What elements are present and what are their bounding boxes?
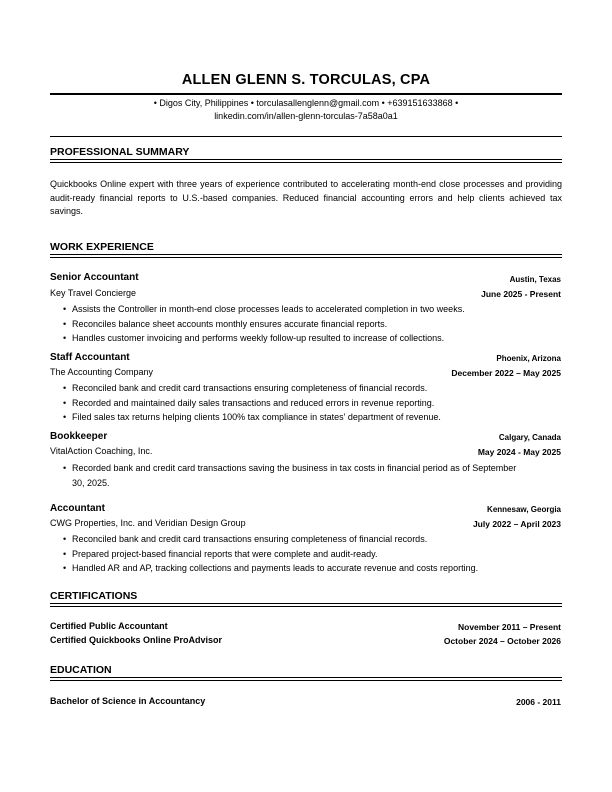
job-bullets bbox=[72, 532, 562, 576]
section-rule bbox=[50, 159, 562, 160]
job-title: Bookkeeper bbox=[50, 431, 108, 442]
job-dates: June 2025 - Present bbox=[481, 289, 561, 299]
contact-line-1: • Digos City, Philippines • torculasallenglenn@gmail.com • +639151633868 • bbox=[153, 98, 459, 108]
experience-heading: WORK EXPERIENCE bbox=[50, 241, 154, 253]
section-rule bbox=[50, 606, 562, 607]
job-company: CWG Properties, Inc. and Veridian Design Group bbox=[50, 518, 246, 528]
job-company: Key Travel Concierge bbox=[50, 288, 137, 298]
job-bullet: • Prepared project-based financial reports that were complete and audit-ready. bbox=[72, 547, 562, 562]
summary-heading: PROFESSIONAL SUMMARY bbox=[50, 146, 190, 158]
certification-name: Certified Quickbooks Online ProAdvisor bbox=[50, 635, 223, 645]
certification-dates: October 2024 – October 2026 bbox=[443, 636, 561, 646]
section-rule bbox=[50, 254, 562, 255]
education-heading: EDUCATION bbox=[50, 664, 112, 676]
job-bullet: • Reconciles balance sheet accounts monthly ensures accurate financial reports. bbox=[72, 317, 542, 332]
education-dates: 2006 - 2011 bbox=[516, 697, 561, 707]
job-dates: December 2022 – May 2025 bbox=[451, 368, 561, 378]
job-dates: July 2022 – April 2023 bbox=[472, 519, 561, 529]
section-rule bbox=[50, 162, 562, 163]
section-rule bbox=[50, 680, 562, 681]
header-divider bbox=[50, 93, 562, 95]
job-title: Senior Accountant bbox=[50, 272, 139, 283]
job-title: Accountant bbox=[50, 503, 105, 514]
certifications-heading: CERTIFICATIONS bbox=[50, 590, 138, 602]
job-bullet: • Reconciled bank and credit card transactions ensuring completeness of financial records. bbox=[72, 381, 542, 396]
job-location: Phoenix, Arizona bbox=[496, 354, 561, 363]
job-bullet: • Recorded and maintained daily sales transactions and reduced errors in revenue reporting. bbox=[72, 396, 542, 411]
job-bullet: • Recorded bank and credit card transactions saving the business in tax costs in financial period as of September 30, 2025. bbox=[72, 461, 527, 490]
job-bullets bbox=[72, 381, 542, 425]
job-company: VitalAction Coaching, Inc. bbox=[50, 446, 153, 456]
job-location: Kennesaw, Georgia bbox=[487, 505, 561, 514]
contact-line-2: linkedin.com/in/allen-glenn-torculas-7a58a0a1 bbox=[214, 111, 398, 121]
job-bullet: • Filed sales tax returns helping clients 100% tax compliance in states' department of revenue. bbox=[72, 410, 542, 425]
summary-text: Quickbooks Online expert with three years of experience contributed to accelerating month-end close processes and providing audit-ready financial reports to U.S.-based companies. Reduced financial accounting errors and help clients achieved tax savings. bbox=[50, 179, 562, 216]
resume-name: ALLEN GLENN S. TORCULAS, CPA bbox=[181, 72, 431, 88]
section-rule bbox=[50, 603, 562, 604]
job-location: Austin, Texas bbox=[509, 275, 561, 284]
job-location: Calgary, Canada bbox=[498, 433, 561, 442]
job-bullets bbox=[72, 461, 527, 490]
job-bullet: • Handled AR and AP, tracking collections and payments leads to accurate revenue and costs reporting. bbox=[72, 561, 562, 576]
job-title: Staff Accountant bbox=[50, 352, 130, 363]
job-bullet: • Reconciled bank and credit card transactions ensuring completeness of financial records. bbox=[72, 532, 562, 547]
education-degree: Bachelor of Science in Accountancy bbox=[50, 696, 206, 706]
certification-name: Certified Public Accountant bbox=[50, 621, 168, 631]
certification-dates: November 2011 – Present bbox=[457, 622, 561, 632]
job-bullets bbox=[72, 302, 542, 346]
section-rule bbox=[50, 257, 562, 258]
job-bullet: • Handles customer invoicing and performs weekly follow-up resulted to increase of collections. bbox=[72, 331, 542, 346]
job-company: The Accounting Company bbox=[50, 367, 154, 377]
section-top-rule bbox=[50, 136, 562, 137]
job-dates: May 2024 - May 2025 bbox=[477, 447, 561, 457]
job-bullet: • Assists the Controller in month-end close processes leads to accelerated completion in two weeks. bbox=[72, 302, 542, 317]
section-rule bbox=[50, 677, 562, 678]
